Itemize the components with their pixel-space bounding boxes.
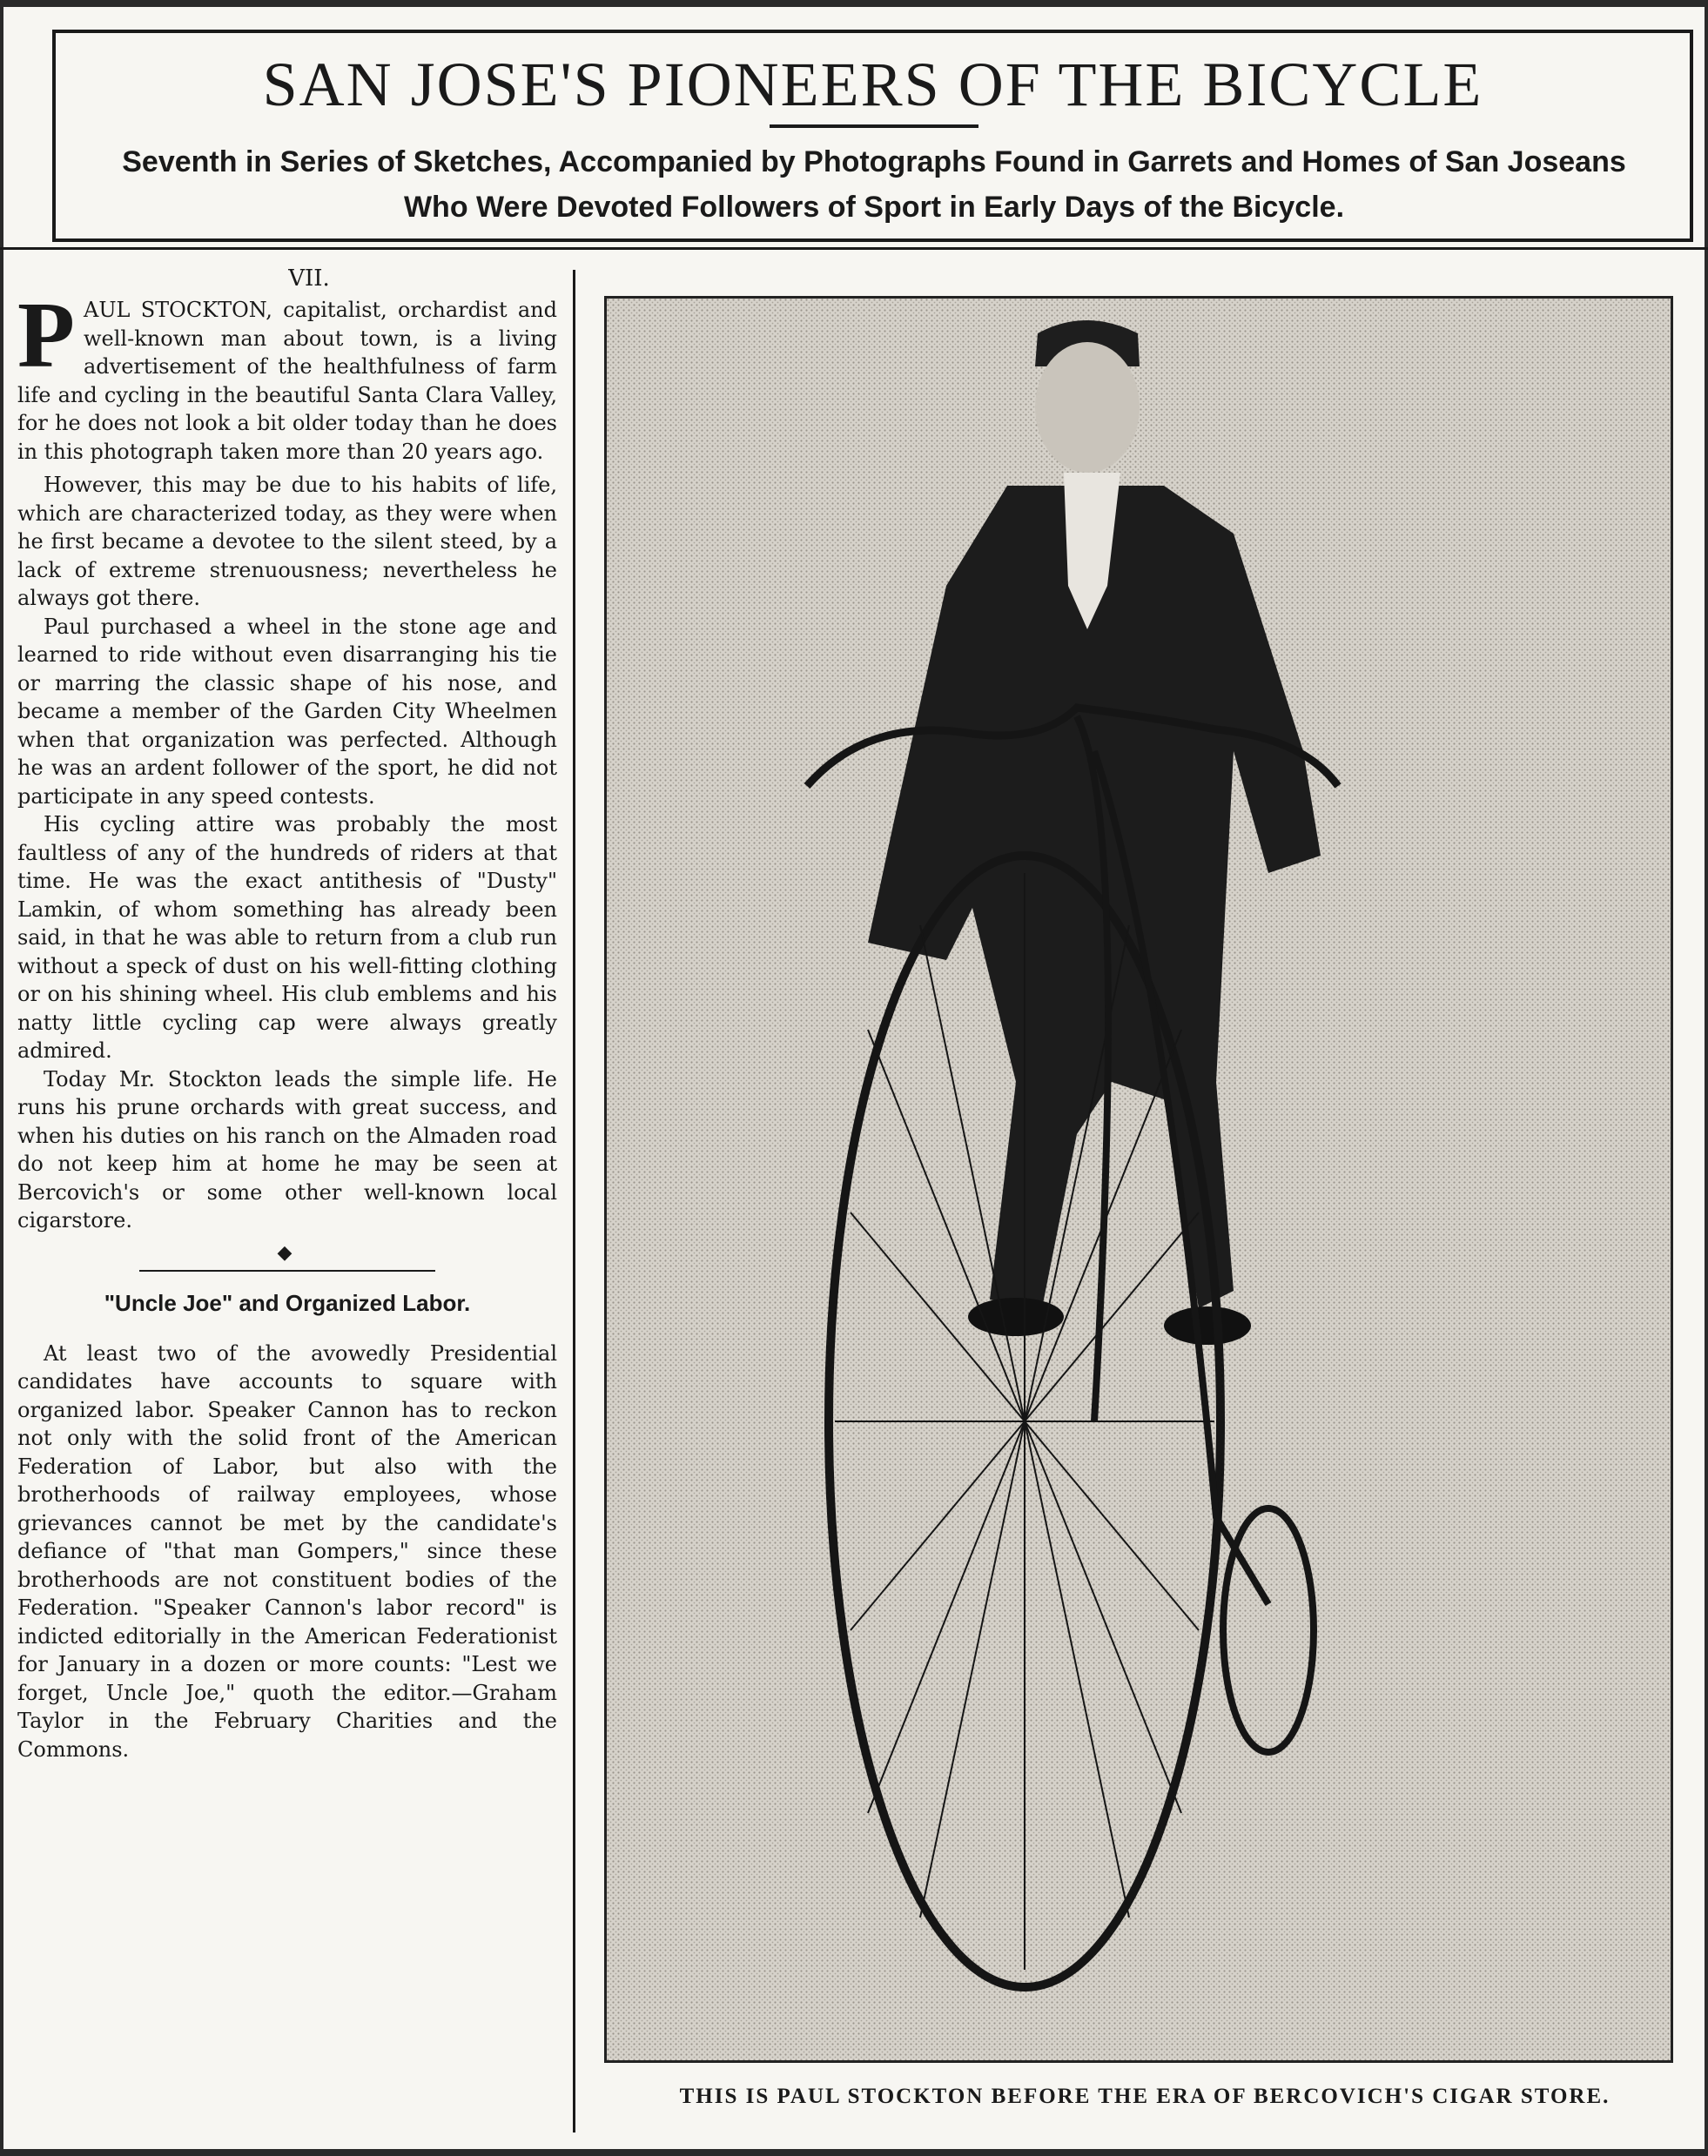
rider-face <box>1035 342 1140 473</box>
photograph-paul-stockton <box>604 296 1673 2063</box>
headline-rule <box>770 124 978 128</box>
article-paragraph-1-text: AUL STOCKTON, capitalist, orchardist and well-known man about town, is a living advertisement of the healthfulness of farm life and cycling in the beautiful Santa Clara Valley, for he does not look a bit older today than he does in this photograph taken more than 20 years ago. <box>17 298 557 464</box>
headline: SAN JOSE'S PIONEERS OF THE BICYCLE <box>262 50 1483 119</box>
page-border-bottom <box>0 2149 1708 2156</box>
article-column <box>17 261 557 1763</box>
page-border-right <box>1705 0 1708 2156</box>
article-paragraph-5: Today Mr. Stockton leads the simple life. He runs his prune orchards with great success, and when his duties on his ranch on the Almaden road do not keep him at home he may be seen at Bercovich's or some other well-known local cigarstore. <box>17 1066 557 1232</box>
article-paragraph-3: Paul purchased a wheel in the stone age and learned to ride without even disarranging his tie or marring the classic shape of his nose, and became a member of the Garden City Wheelmen when that organization was perfected. Although he was an ardent follower of the sport, he did not participate in any speed contests. <box>17 614 557 809</box>
page-border-left <box>0 0 3 2156</box>
article-numeral: VII. <box>288 265 330 292</box>
page-border-top <box>0 0 1708 7</box>
header-divider <box>0 247 1708 250</box>
photo-caption: THIS IS PAUL STOCKTON BEFORE THE ERA OF BERCOVICH'S CIGAR STORE. <box>679 2085 1610 2108</box>
photo-illustration <box>607 299 1671 2060</box>
subheadline: Seventh in Series of Sketches, Accompanied by Photographs Found in Garrets and Homes of San Joseans Who Were Devoted Followers of Sport in Early Days of the Bicycle. <box>122 145 1626 224</box>
article-paragraph-2: However, this may be due to his habits of life, which are characterized today, as they were when he first became a devotee to the silent steed, by a lack of extreme strenuousness; nevertheless he always got there. <box>17 473 557 610</box>
drop-cap: P <box>17 284 75 387</box>
section-ornament: ◆ <box>139 1240 435 1272</box>
second-article-title: "Uncle Joe" and Organized Labor. <box>104 1289 471 1316</box>
second-article-body: At least two of the avowedly Presidential candidates have accounts to square with organized labor. Speaker Cannon has to reckon not only with the solid front of the American Federation of Labor, but also with the brotherhoods of railway employees, whose grievances cannot be met by the candidate's defiance of "that man Gompers," since these brotherhoods are not constituent bodies of the Federation. "Speaker Cannon's labor record" is indicted editorially in the American Federationist for January in a dozen or more counts: "Lest we forget, Uncle Joe," quoth the editor.—Graham Taylor in the February Charities and the Commons. <box>17 1340 557 1762</box>
right-shoe <box>1164 1306 1251 1345</box>
article-paragraph-4: His cycling attire was probably the most faultless of any of the hundreds of riders at that time. He was the exact antithesis of "Dusty" Lamkin, of whom something has already been said, in that he was able to return from a club run without a speck of dust on his well-fitting clothing or on his shining wheel. His club emblems and his natty little cycling cap were always greatly admired. <box>17 812 557 1063</box>
headline-box <box>52 30 1693 242</box>
article-paragraph-1 <box>17 284 557 466</box>
column-rule <box>573 270 575 2132</box>
